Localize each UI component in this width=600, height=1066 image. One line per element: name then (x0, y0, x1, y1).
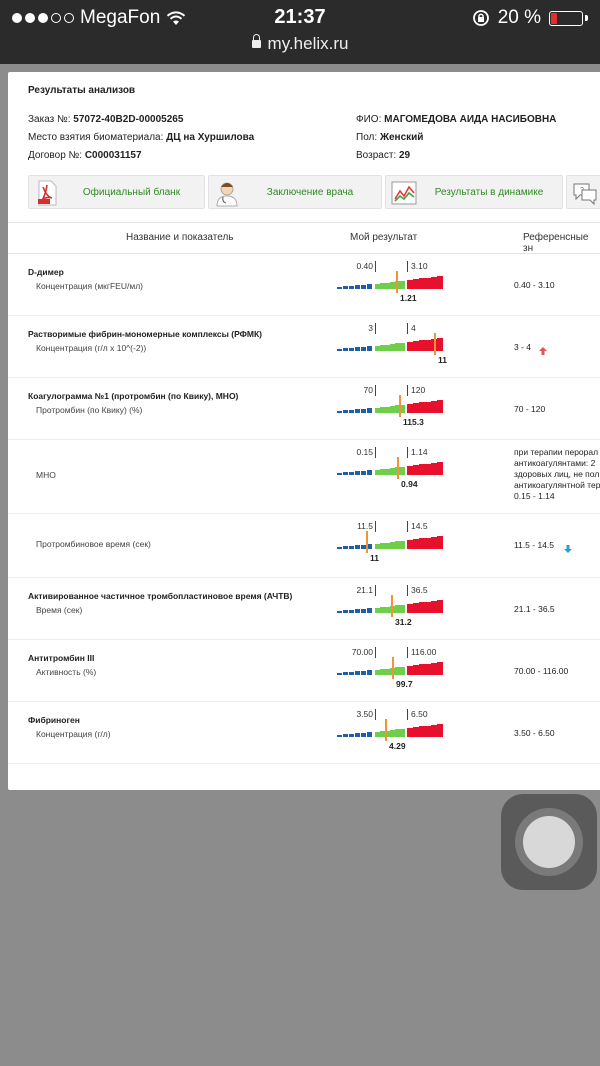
result-value: 11 (370, 553, 379, 563)
gauge-segment (375, 284, 380, 289)
gauge-segment (361, 733, 366, 737)
gauge-segment (390, 406, 395, 413)
result-value: 31.2 (395, 617, 412, 627)
lock-icon (252, 40, 261, 48)
gauge-segment (425, 464, 431, 475)
gauge-segment (375, 608, 380, 613)
range-high-label: 36.5 (411, 585, 428, 595)
range-high-tick (407, 385, 408, 396)
address-bar[interactable] (0, 34, 600, 54)
result-value: 99.7 (396, 679, 413, 689)
result-marker (366, 531, 368, 553)
reference-range: при терапии перорал антикоагулянтами: 2 здоровых лиц, не пол антикоагулянтной тер 0.15 - 1.14 (514, 447, 600, 501)
range-high-label: 116.00 (411, 647, 437, 657)
range-low-label: 3.50 (356, 709, 373, 719)
gauge-segment (355, 545, 360, 549)
test-indicator: Протромбиновое время (сек) (36, 539, 151, 549)
gauge-segment (400, 605, 405, 614)
gauge-segment (413, 727, 419, 737)
battery-percent: 20 % (497, 7, 541, 28)
age-info: Возраст: 29 (356, 150, 411, 161)
result-row (8, 315, 600, 378)
result-row (8, 639, 600, 702)
gauge-segment (343, 546, 348, 549)
reference-range: 3 - 4 (514, 342, 532, 352)
reference-range: 21.1 - 36.5 (514, 604, 555, 614)
result-row (8, 513, 600, 578)
gauge-segment (375, 470, 380, 475)
gauge-segment (390, 542, 395, 549)
chart-icon (390, 179, 418, 207)
range-low-tick (375, 323, 376, 334)
range-high-label: 14.5 (411, 521, 428, 531)
table-header (8, 222, 600, 254)
gauge-segment (425, 340, 431, 351)
result-row (8, 253, 600, 316)
range-low-tick (375, 585, 376, 596)
assistive-touch-button[interactable] (501, 794, 597, 890)
range-low-tick (375, 647, 376, 658)
gauge-segment (437, 724, 443, 737)
url-text: my.helix.ru (267, 34, 349, 53)
gauge-segment (380, 469, 385, 475)
gauge-segment (343, 610, 348, 613)
gauge-segment (380, 543, 385, 549)
gauge-segment (355, 609, 360, 613)
range-high-label: 6.50 (411, 709, 428, 719)
column-reference-header: Референсные зн (523, 232, 589, 254)
gauge-segment (390, 468, 395, 475)
gauge-segment (385, 407, 390, 413)
comments-button[interactable] (566, 175, 600, 209)
gauge-segment (407, 666, 413, 675)
result-value: 0.94 (401, 479, 418, 489)
gauge-segment (349, 672, 354, 675)
test-title: D-димер (28, 267, 64, 277)
gauge-segment (419, 602, 425, 613)
range-high-label: 3.10 (411, 261, 428, 271)
gauge-segment (419, 464, 425, 475)
range-low-tick (375, 709, 376, 720)
range-high-tick (407, 585, 408, 596)
gauge-segment (419, 664, 425, 675)
gauge-segment (343, 286, 348, 289)
gauge-segment (367, 732, 372, 737)
gauge-segment (419, 726, 425, 737)
gauge-segment (419, 538, 425, 549)
gauge-segment (425, 402, 431, 413)
range-low-label: 70 (363, 385, 373, 395)
gauge-segment (380, 669, 385, 675)
gauge-segment (349, 348, 354, 351)
result-row (8, 701, 600, 764)
range-low-label: 0.15 (356, 447, 373, 457)
gauge-segment (407, 604, 413, 613)
ios-status-bar (0, 0, 600, 64)
range-low-tick (375, 385, 376, 396)
gauge-segment (349, 734, 354, 737)
test-title: Коагулограмма №1 (протромбин (по Квику), МНО) (28, 391, 239, 401)
result-row (8, 577, 600, 640)
gauge-segment (395, 729, 400, 737)
gauge-segment (385, 283, 390, 289)
test-indicator: Активность (%) (36, 667, 97, 677)
gauge-segment (437, 338, 443, 351)
range-high-label: 120 (411, 385, 426, 395)
gauge-segment (337, 673, 342, 675)
carrier-name: MegaFon (80, 7, 161, 28)
arrow-down-icon (563, 541, 573, 559)
chat-bubble-icon (571, 179, 599, 207)
result-value: 115.3 (403, 417, 424, 427)
gauge-segment (343, 734, 348, 737)
result-marker (385, 719, 387, 741)
gauge-segment (380, 607, 385, 613)
gauge-segment (355, 409, 360, 413)
gauge-segment (361, 285, 366, 289)
gauge-segment (400, 467, 405, 476)
gauge-segment (367, 408, 372, 413)
gauge-segment (355, 471, 360, 475)
gauge-segment (375, 408, 380, 413)
svg-text:?: ? (580, 187, 584, 194)
gauge-segment (349, 610, 354, 613)
result-value: 4.29 (389, 741, 406, 751)
gauge-segment (425, 538, 431, 549)
range-low-label: 3 (368, 323, 373, 333)
result-gauge (337, 447, 447, 491)
gauge-segment (400, 729, 405, 738)
result-gauge (337, 385, 447, 429)
gauge-segment (413, 665, 419, 675)
gauge-segment (343, 472, 348, 475)
gauge-segment (337, 611, 342, 613)
gauge-segment (337, 735, 342, 737)
range-low-label: 70.00 (351, 647, 373, 657)
order-info: Заказ №: 57072-40B2D-00005265 (28, 114, 184, 125)
gauge-segment (361, 609, 366, 613)
result-marker (396, 271, 398, 293)
gauge-segment (413, 279, 419, 289)
gauge-segment (367, 470, 372, 475)
gauge-segment (437, 536, 443, 549)
gauge-segment (375, 670, 380, 675)
gauge-segment (367, 670, 372, 675)
result-gauge (337, 647, 447, 691)
range-low-tick (375, 261, 376, 272)
range-low-tick (375, 447, 376, 458)
gauge-segment (361, 471, 366, 475)
official-form-button[interactable]: Официальный бланк (28, 175, 205, 209)
gauge-segment (361, 409, 366, 413)
gauge-segment (407, 540, 413, 549)
range-high-label: 4 (411, 323, 416, 333)
result-gauge (337, 585, 447, 629)
result-marker (392, 657, 394, 679)
gauge-segment (425, 664, 431, 675)
gauge-segment (437, 400, 443, 413)
range-low-label: 21.1 (356, 585, 373, 595)
gauge-segment (419, 402, 425, 413)
gauge-segment (395, 343, 400, 351)
result-row (8, 439, 600, 514)
page-title: Результаты анализов (28, 85, 136, 96)
gauge-segment (349, 286, 354, 289)
gauge-segment (395, 541, 400, 549)
battery-tip (585, 15, 588, 21)
reference-range: 70.00 - 116.00 (514, 666, 569, 676)
gauge-segment (355, 285, 360, 289)
gauge-segment (337, 349, 342, 351)
gauge-segment (419, 278, 425, 289)
sex-info: Пол: Женский (356, 132, 424, 143)
gauge-segment (349, 546, 354, 549)
gauge-segment (431, 725, 437, 737)
gauge-segment (407, 342, 413, 351)
gauge-segment (337, 547, 342, 549)
gauge-segment (385, 607, 390, 613)
gauge-segment (431, 401, 437, 413)
gauge-segment (380, 345, 385, 351)
gauge-segment (355, 733, 360, 737)
gauge-segment (413, 539, 419, 549)
gauge-segment (407, 404, 413, 413)
gauge-segment (380, 407, 385, 413)
gauge-segment (407, 466, 413, 475)
test-indicator: Протромбин (по Квику) (%) (36, 405, 143, 415)
result-gauge (337, 323, 447, 367)
result-marker (434, 333, 436, 355)
gauge-segment (425, 602, 431, 613)
dynamics-button[interactable]: Результаты в динамике (385, 175, 563, 209)
test-title: Фибриноген (28, 715, 80, 725)
results-modal (8, 72, 600, 790)
range-high-tick (407, 261, 408, 272)
test-title: Активированное частичное тромбопластиновое время (АЧТВ) (28, 591, 293, 601)
gauge-segment (413, 465, 419, 475)
gauge-segment (431, 463, 437, 475)
gauge-segment (349, 410, 354, 413)
result-marker (399, 395, 401, 417)
range-high-tick (407, 447, 408, 458)
reference-range: 11.5 - 14.5 (514, 540, 555, 550)
column-name-header: Название и показатель (126, 232, 234, 243)
test-indicator: Время (сек) (36, 605, 83, 615)
gauge-segment (343, 348, 348, 351)
test-indicator: Концентрация (г/л) (36, 729, 111, 739)
gauge-segment (343, 672, 348, 675)
gauge-segment (390, 730, 395, 737)
result-value: 1.21 (400, 293, 417, 303)
rotation-lock-icon (472, 9, 490, 27)
reference-range: 0.40 - 3.10 (514, 280, 555, 290)
arrow-up-icon (538, 343, 548, 361)
doctor-icon (213, 179, 241, 207)
gauge-segment (385, 543, 390, 549)
gauge-segment (361, 347, 366, 351)
gauge-segment (337, 411, 342, 413)
gauge-segment (431, 663, 437, 675)
gauge-segment (407, 280, 413, 289)
gauge-segment (437, 600, 443, 613)
gauge-segment (413, 403, 419, 413)
gauge-segment (375, 346, 380, 351)
gauge-segment (425, 278, 431, 289)
test-indicator: Концентрация (мкгFEU/мл) (36, 281, 143, 291)
place-info: Место взятия биоматериала: ДЦ на Хуршилова (28, 132, 255, 143)
result-marker (397, 457, 399, 479)
test-title: Растворимые фибрин-мономерные комплексы (РФМК) (28, 329, 262, 339)
gauge-segment (437, 662, 443, 675)
gauge-segment (337, 287, 342, 289)
gauge-segment (385, 345, 390, 351)
gauge-segment (419, 340, 425, 351)
pdf-icon (33, 179, 61, 207)
gauge-segment (367, 284, 372, 289)
battery-icon (549, 11, 583, 26)
gauge-segment (367, 608, 372, 613)
gauge-segment (375, 732, 380, 737)
status-right (472, 7, 588, 29)
range-low-tick (375, 521, 376, 532)
range-high-label: 1.14 (411, 447, 428, 457)
gauge-segment (361, 671, 366, 675)
gauge-segment (413, 341, 419, 351)
gauge-segment (367, 346, 372, 351)
column-result-header: Мой результат (350, 232, 418, 243)
range-high-tick (407, 709, 408, 720)
gauge-segment (437, 276, 443, 289)
result-gauge (337, 521, 447, 565)
gauge-segment (400, 541, 405, 550)
gauge-segment (400, 343, 405, 352)
gauge-segment (355, 671, 360, 675)
gauge-segment (431, 277, 437, 289)
gauge-segment (400, 667, 405, 676)
range-low-label: 11.5 (357, 521, 373, 531)
gauge-segment (395, 667, 400, 675)
reference-range: 70 - 120 (514, 404, 546, 414)
result-marker (391, 595, 393, 617)
gauge-segment (400, 281, 405, 290)
gauge-segment (385, 469, 390, 475)
reference-range: 3.50 - 6.50 (514, 728, 555, 738)
result-gauge (337, 709, 447, 753)
gauge-segment (385, 669, 390, 675)
fio-info: ФИО: МАГОМЕДОВА АИДА НАСИБОВНА (356, 114, 557, 125)
gauge-segment (431, 601, 437, 613)
test-indicator: Концентрация (г/л х 10^(-2)) (36, 343, 147, 353)
contract-info: Договор №: C000031157 (28, 150, 142, 161)
gauge-segment (437, 462, 443, 475)
range-high-tick (407, 647, 408, 658)
gauge-segment (380, 731, 385, 737)
gauge-segment (390, 344, 395, 351)
gauge-segment (380, 283, 385, 289)
test-indicator: МНО (36, 470, 56, 480)
gauge-segment (349, 472, 354, 475)
test-title: Антитромбин III (28, 653, 95, 663)
gauge-segment (375, 544, 380, 549)
gauge-segment (395, 605, 400, 613)
gauge-segment (413, 603, 419, 613)
gauge-segment (343, 410, 348, 413)
doctor-conclusion-button[interactable]: Заключение врача (208, 175, 382, 209)
gauge-segment (355, 347, 360, 351)
result-gauge (337, 261, 447, 305)
gauge-segment (390, 282, 395, 289)
range-low-label: 0.40 (356, 261, 373, 271)
gauge-segment (407, 728, 413, 737)
range-high-tick (407, 323, 408, 334)
clock: 21:37 (274, 6, 326, 28)
range-high-tick (407, 521, 408, 532)
gauge-segment (337, 473, 342, 475)
gauge-segment (431, 537, 437, 549)
result-value: 11 (438, 355, 447, 365)
assistive-touch-core (523, 816, 575, 868)
gauge-segment (425, 726, 431, 737)
result-row (8, 377, 600, 440)
